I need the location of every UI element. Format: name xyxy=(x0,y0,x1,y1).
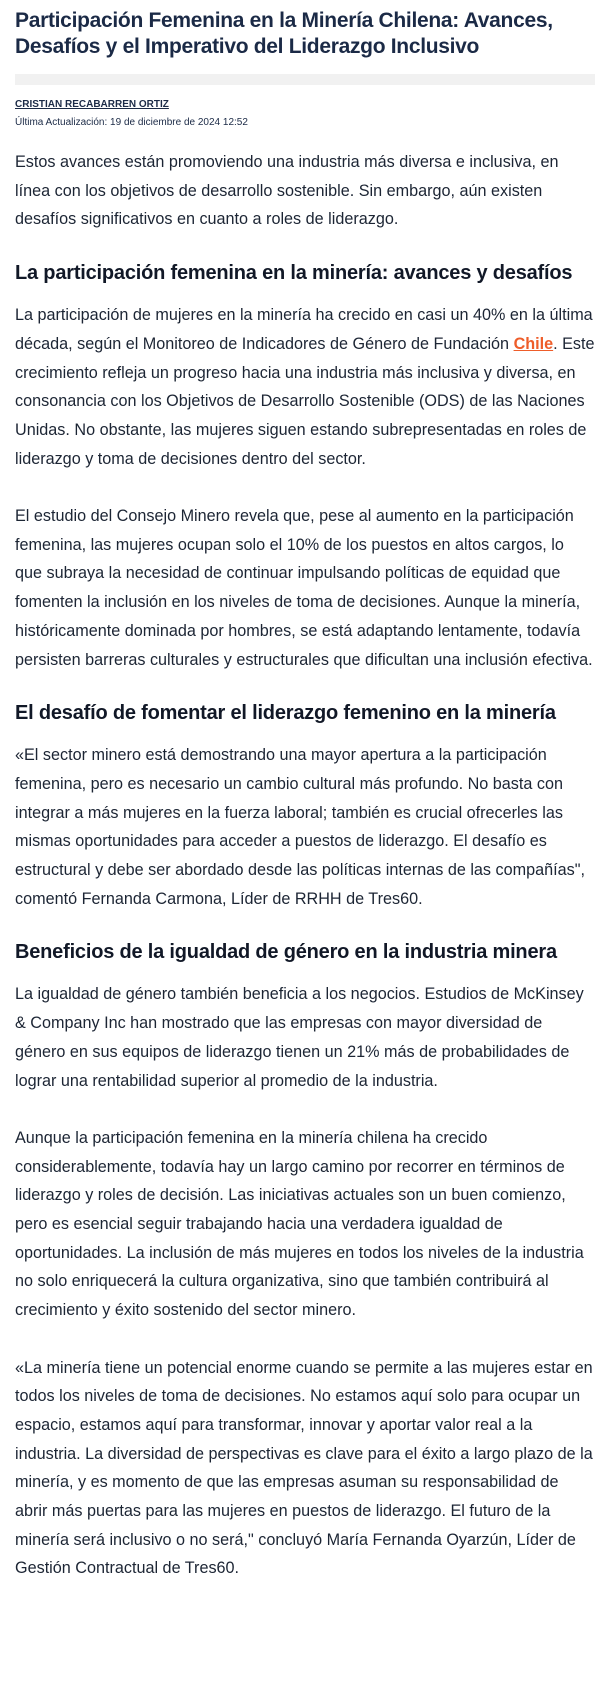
article-title: Participación Femenina en la Minería Chilena: Avances, Desafíos y el Imperativo del Liderazgo Inclusivo xyxy=(15,9,553,58)
section-heading-liderazgo: El desafío de fomentar el liderazgo femenino en la minería xyxy=(15,702,556,725)
section-heading-beneficios: Beneficios de la igualdad de género en la industria minera xyxy=(15,941,557,964)
section-heading-avances: La participación femenina en la minería: avances y desafíos xyxy=(15,262,573,285)
chile-link[interactable]: Chile xyxy=(513,334,554,353)
paragraph: Aunque la participación femenina en la minería chilena ha crecido considerablemente, todavía hay un largo camino por recorrer en términos de liderazgo y roles de decisión. Las iniciativas actuales son un buen comienzo, pero es esencial seguir trabajando hacia una verdadera igualdad de oportunidades. La inclusión de más mujeres en todos los niveles de la industria no solo enriquecerá la cultura organizativa, sino que también contribuirá al crecimiento y éxito sostenido del sector minero. xyxy=(15,1128,584,1320)
author-link[interactable]: CRISTIAN RECABARREN ORTIZ xyxy=(15,99,169,110)
paragraph: El estudio del Consejo Minero revela que, pese al aumento en la participación femenina, las mujeres ocupan solo el 10% de los puestos en altos cargos, lo que subraya la necesidad de continuar impulsando políticas de equidad que fomenten la inclusión en los niveles de toma de decisiones. Aunque la minería, históricamente dominada por hombres, se está adaptando lentamente, todavía persisten barreras culturales y estructurales que dificultan una inclusión efectiva. xyxy=(15,507,593,669)
paragraph-text: . Este crecimiento refleja un progreso hacia una industria más inclusiva y diversa, en consonancia con los Objetivos de Desarrollo Sostenible (ODS) de las Naciones Unidas. No obstante, las mujeres siguen estando subrepresentadas en roles de liderazgo y toma de decisiones dentro del sector. xyxy=(15,334,595,468)
quote-paragraph: «El sector minero está demostrando una mayor apertura a la participación femenina, pero es necesario un cambio cultural más profundo. No basta con integrar a más mujeres en la fuerza laboral; también es crucial ofrecerles las mismas oportunidades para acceder a puestos de liderazgo. El desafío es estructural y debe ser abordado desde las políticas internas de las compañías", comentó Fernanda Carmona, Líder de RRHH de Tres60. xyxy=(15,746,585,908)
paragraph xyxy=(15,301,595,473)
last-updated: Última Actualización: 19 de diciembre de 2024 12:52 xyxy=(15,117,248,128)
paragraph: La igualdad de género también beneficia a los negocios. Estudios de McKinsey & Company Inc han mostrado que las empresas con mayor diversidad de género en sus equipos de liderazgo tienen un 21% más de probabilidades de lograr una rentabilidad superior al promedio de la industria. xyxy=(15,985,584,1090)
paragraph-text: La participación de mujeres en la minería ha crecido en casi un 40% en la última década, según el Monitoreo de Indicadores de Género de Fundación xyxy=(15,306,593,353)
intro-paragraph: Estos avances están promoviendo una industria más diversa e inclusiva, en línea con los objetivos de desarrollo sostenible. Sin embargo, aún existen desafíos significativos en cuanto a roles de liderazgo. xyxy=(15,153,559,229)
title-divider xyxy=(15,74,595,85)
quote-paragraph: «La minería tiene un potencial enorme cuando se permite a las mujeres estar en todos los niveles de toma de decisiones. No estamos aquí solo para ocupar un espacio, estamos aquí para transformar, innovar y aportar valor real a la industria. La diversidad de perspectivas es clave para el éxito a largo plazo de la minería, y es momento de que las empresas asuman su responsabilidad de abrir más puertas para las mujeres en puestos de liderazgo. El futuro de la minería será inclusivo o no será," concluyó María Fernanda Oyarzún, Líder de Gestión Contractual de Tres60. xyxy=(15,1358,593,1578)
